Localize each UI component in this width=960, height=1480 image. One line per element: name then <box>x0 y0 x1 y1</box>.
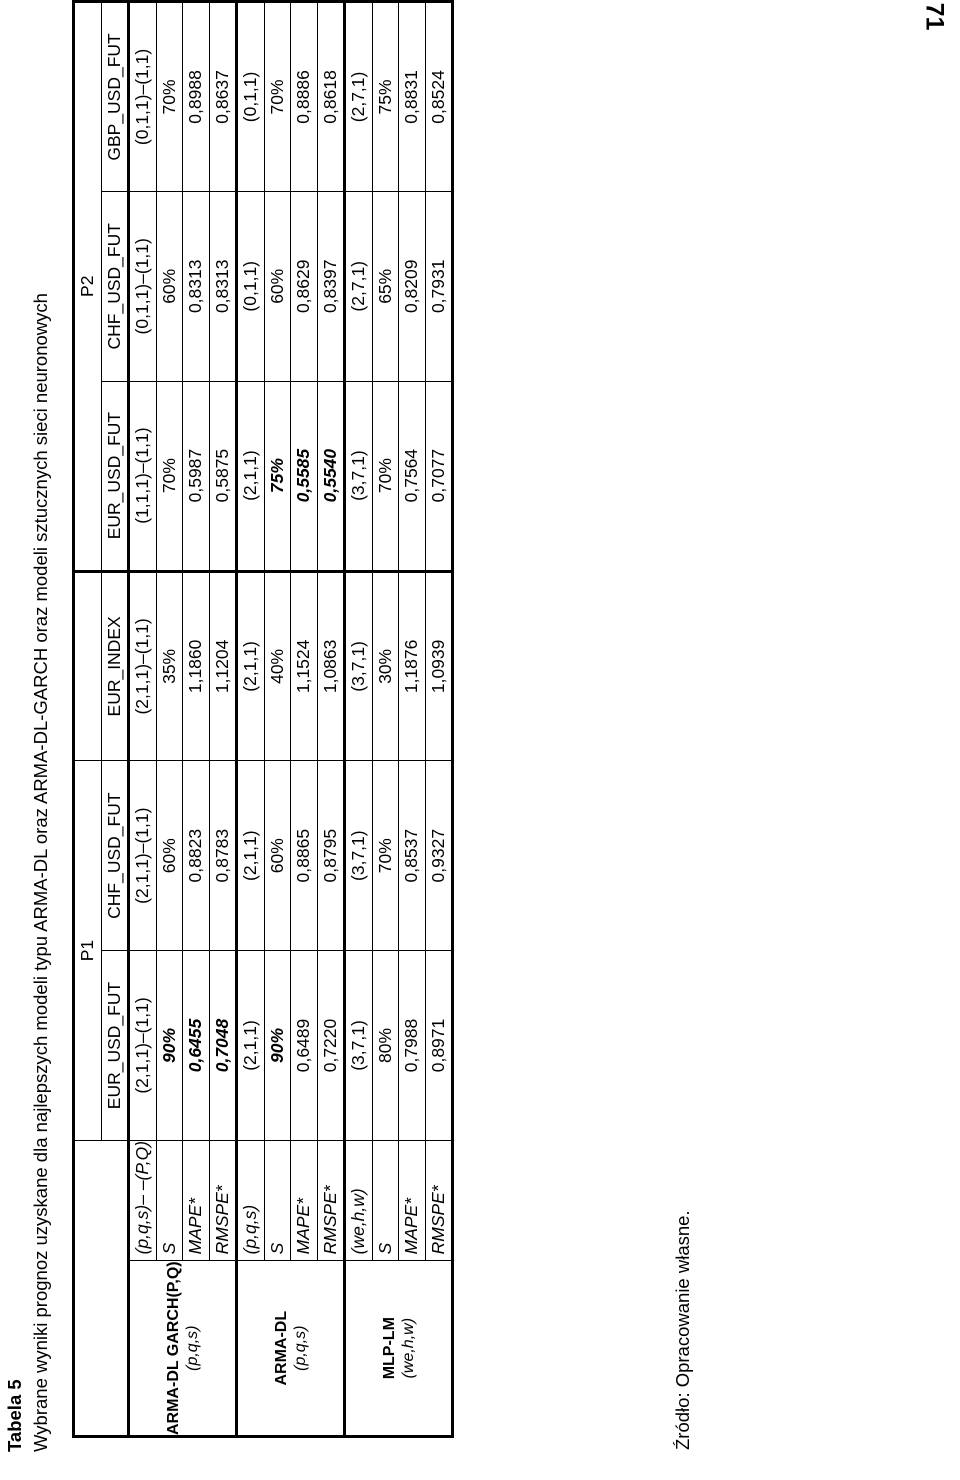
table-cell: (2,1,1)–(1,1) <box>129 951 157 1141</box>
param-label: (we,h,w) <box>345 1140 373 1260</box>
table-cell: 0,8865 <box>291 761 318 951</box>
table-cell: (0,1,1)–(1,1) <box>129 2 157 192</box>
table-cell: 80% <box>372 951 399 1141</box>
table-cell: 35% <box>156 571 183 761</box>
group-name: ARMA-DL <box>272 1310 290 1386</box>
table-cell: 0,5875 <box>209 381 237 571</box>
param-label: MAPE* <box>399 1140 426 1260</box>
group-sub: (p,q,s) <box>183 1325 201 1371</box>
table-cell: 70% <box>156 2 183 192</box>
table-cell: (2,7,1) <box>345 2 373 192</box>
column-header: CHF_USD_FUT <box>101 191 129 381</box>
table-row <box>264 2 291 1437</box>
table-cell: (3,7,1) <box>345 761 373 951</box>
table-cell: 60% <box>156 761 183 951</box>
table-cell: 0,6455 <box>183 951 210 1141</box>
table-cell: (0,1,1)–(1,1) <box>129 191 157 381</box>
group-sub: (we,h,w) <box>399 1317 417 1379</box>
table-cell: (3,7,1) <box>345 571 373 761</box>
table-row <box>291 2 318 1437</box>
table-cell: 0,8886 <box>291 2 318 192</box>
table-cell: 0,8988 <box>183 2 210 192</box>
table-cell: 90% <box>264 951 291 1141</box>
table-row <box>399 2 426 1437</box>
table-row <box>425 2 453 1437</box>
table-cell: 75% <box>264 381 291 571</box>
table-cell: (2,1,1) <box>237 761 265 951</box>
table-cell: 90% <box>156 951 183 1141</box>
table-cell: 0,8783 <box>209 761 237 951</box>
table-cell: (1,1,1)–(1,1) <box>129 381 157 571</box>
group-label <box>345 1261 453 1437</box>
table-cell: 0,7077 <box>425 381 453 571</box>
group-name: ARMA-DL GARCH(P,Q) <box>164 1261 182 1435</box>
column-header: EUR_INDEX <box>101 571 129 761</box>
table-cell: (0,1,1) <box>237 2 265 192</box>
table-row <box>372 2 399 1437</box>
table-source: Źródło: Opracowanie własne. <box>672 1210 693 1450</box>
column-header: GBP_USD_FUT <box>101 2 129 192</box>
column-header: EUR_USD_FUT <box>101 951 129 1141</box>
table-cell: (2,1,1) <box>237 381 265 571</box>
param-label: (p,q,s)– –(P,Q) <box>129 1140 157 1260</box>
param-label: S <box>156 1140 183 1260</box>
table-cell: 0,5540 <box>317 381 345 571</box>
table-cell: (2,1,1) <box>237 951 265 1141</box>
table-cell: 1,1204 <box>209 571 237 761</box>
table-cell: 0,8637 <box>209 2 237 192</box>
table-cell: 40% <box>264 571 291 761</box>
table-cell: 75% <box>372 2 399 192</box>
table-cell: (2,7,1) <box>345 191 373 381</box>
column-header: CHF_USD_FUT <box>101 761 129 951</box>
table-cell: 0,5987 <box>183 381 210 571</box>
table-cell: 0,8313 <box>183 191 210 381</box>
table-cell: 0,8629 <box>291 191 318 381</box>
results-table <box>72 0 454 1438</box>
table-row <box>183 2 210 1437</box>
table-cell: 60% <box>156 191 183 381</box>
param-label: RMSPE* <box>425 1140 453 1260</box>
table-cell: 0,5585 <box>291 381 318 571</box>
table-cell: 60% <box>264 761 291 951</box>
table-label: Tabela 5 <box>4 1379 25 1452</box>
table-cell: (0,1,1) <box>237 191 265 381</box>
table-cell: 1,0863 <box>317 571 345 761</box>
param-label: S <box>264 1140 291 1260</box>
table-cell: 60% <box>264 191 291 381</box>
table-cell: 0,8831 <box>399 2 426 192</box>
table-cell: 1,0939 <box>425 571 453 761</box>
table-cell: 70% <box>156 381 183 571</box>
table-cell: 0,8209 <box>399 191 426 381</box>
table-cell: 1,1860 <box>183 571 210 761</box>
table-cell: 0,8618 <box>317 2 345 192</box>
table-cell: 70% <box>264 2 291 192</box>
table-cell: 1,1876 <box>399 571 426 761</box>
corner-cell <box>74 1140 129 1436</box>
param-label: RMSPE* <box>209 1140 237 1260</box>
table-title: Wybrane wyniki prognoz uzyskane dla najlepszych modeli typu ARMA-DL oraz ARMA-DL-GARCH oraz modeli sztucznych sieci neuronowych <box>30 293 51 1452</box>
group-sub: (p,q,s) <box>291 1325 309 1371</box>
portfolio-p1: P1 <box>74 761 102 1141</box>
table-cell: 0,7220 <box>317 951 345 1141</box>
group-label <box>129 1261 237 1437</box>
table-cell: 0,8823 <box>183 761 210 951</box>
table-cell: 0,8397 <box>317 191 345 381</box>
table-cell: 0,7048 <box>209 951 237 1141</box>
table-cell: 0,8537 <box>399 761 426 951</box>
table-row <box>237 2 265 1437</box>
table-cell: (2,1,1) <box>237 571 265 761</box>
table-cell: 70% <box>372 381 399 571</box>
table-cell: 0,8795 <box>317 761 345 951</box>
param-label: MAPE* <box>291 1140 318 1260</box>
group-label <box>237 1261 345 1437</box>
table-cell: 0,8971 <box>425 951 453 1141</box>
table-cell: 0,6489 <box>291 951 318 1141</box>
table-row <box>129 2 157 1437</box>
table-row <box>317 2 345 1437</box>
column-header: EUR_USD_FUT <box>101 381 129 571</box>
table-row <box>156 2 183 1437</box>
portfolio-p1-spacer <box>74 571 102 761</box>
table-cell: 70% <box>372 761 399 951</box>
page-number: 71 <box>920 2 949 31</box>
table-cell: 1,1524 <box>291 571 318 761</box>
table-cell: 65% <box>372 191 399 381</box>
table-cell: 0,7564 <box>399 381 426 571</box>
table-cell: 0,8313 <box>209 191 237 381</box>
table-cell: (3,7,1) <box>345 951 373 1141</box>
table-cell: (2,1,1)–(1,1) <box>129 571 157 761</box>
portfolio-p2: P2 <box>74 2 102 572</box>
table-cell: 0,7931 <box>425 191 453 381</box>
table-cell: (2,1,1)–(1,1) <box>129 761 157 951</box>
table-caption <box>2 52 54 1452</box>
table-cell: 0,9327 <box>425 761 453 951</box>
table-cell: (3,7,1) <box>345 381 373 571</box>
table-row <box>209 2 237 1437</box>
table-cell: 0,8524 <box>425 2 453 192</box>
table-row <box>345 2 373 1437</box>
param-label: (p,q,s) <box>237 1140 265 1260</box>
param-label: MAPE* <box>183 1140 210 1260</box>
portfolio-header-row <box>74 2 102 1437</box>
param-label: S <box>372 1140 399 1260</box>
group-name: MLP-LM <box>380 1317 398 1380</box>
param-label: RMSPE* <box>317 1140 345 1260</box>
table-cell: 30% <box>372 571 399 761</box>
table-cell: 0,7988 <box>399 951 426 1141</box>
